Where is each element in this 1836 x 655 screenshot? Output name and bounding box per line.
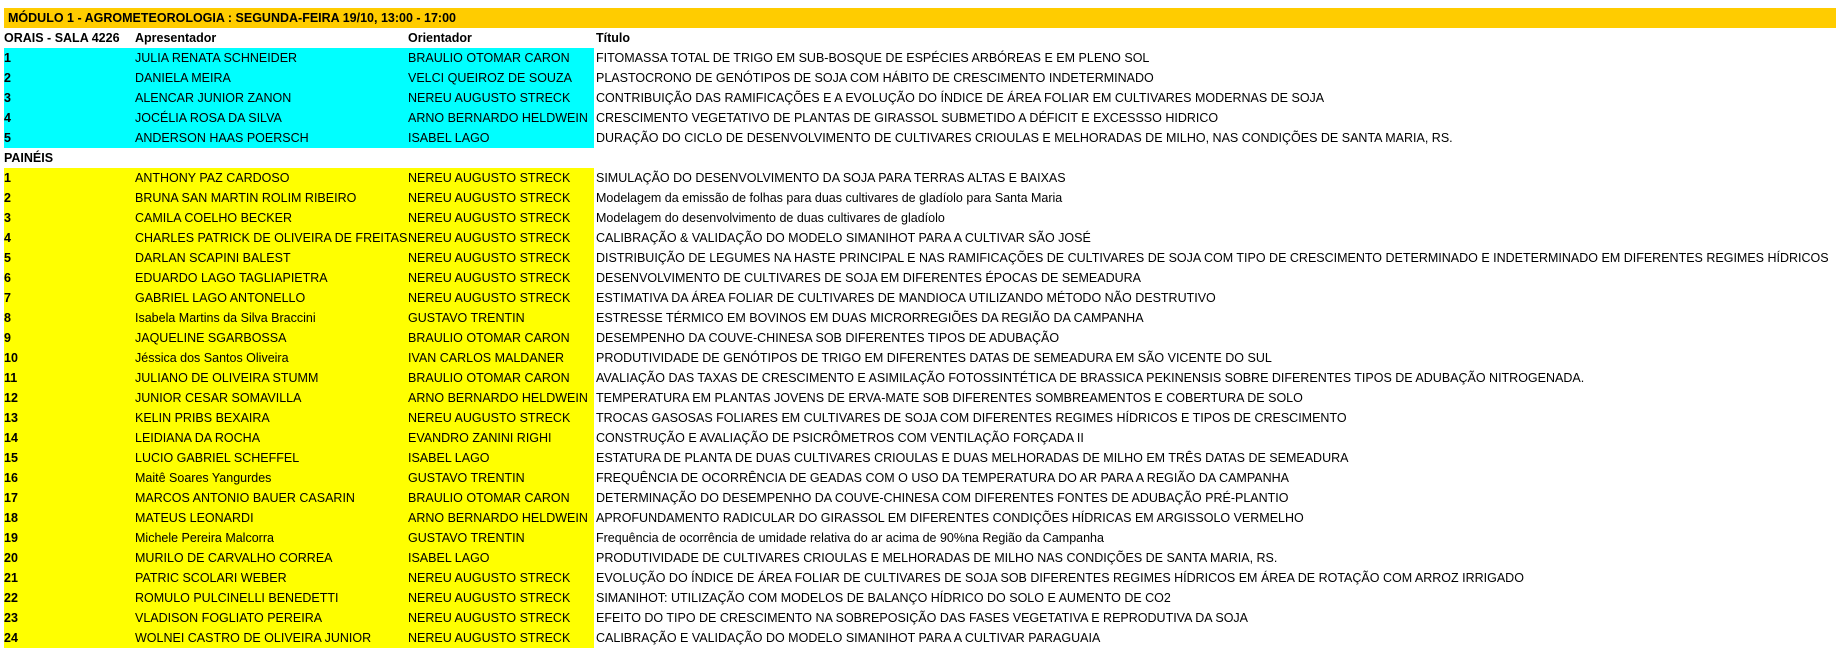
presenter-name: VLADISON FOGLIATO PEREIRA: [135, 611, 323, 625]
table-row: [4, 68, 1836, 88]
work-title: CALIBRAÇÃO & VALIDAÇÃO DO MODELO SIMANIHOT PARA A CULTIVAR SÃO JOSÉ: [596, 231, 1091, 245]
advisor-name: NEREU AUGUSTO STRECK: [408, 291, 571, 305]
column-header-row: [4, 28, 1836, 48]
presenter-name: JOCÉLIA ROSA DA SILVA: [135, 111, 282, 125]
table-row: [4, 348, 1836, 368]
entry-number: 10: [4, 351, 18, 365]
advisor-name: BRAULIO OTOMAR CARON: [408, 331, 570, 345]
work-title: TEMPERATURA EM PLANTAS JOVENS DE ERVA-MATE SOB DIFERENTES SOMBREAMENTOS E COBERTURA DE SOLO: [596, 391, 1303, 405]
work-title: CONTRIBUIÇÃO DAS RAMIFICAÇÕES E A EVOLUÇÃO DO ÍNDICE DE ÁREA FOLIAR EM CULTIVARES MODERNAS DE SOJA: [596, 91, 1325, 105]
work-title: CONSTRUÇÃO E AVALIAÇÃO DE PSICRÔMETROS COM VENTILAÇÃO FORÇADA II: [596, 431, 1084, 445]
orais-room-header: ORAIS - SALA 4226: [4, 31, 120, 45]
table-row: [4, 448, 1836, 468]
advisor-name: NEREU AUGUSTO STRECK: [408, 571, 571, 585]
work-title: ESTRESSE TÉRMICO EM BOVINOS EM DUAS MICRORREGIÕES DA REGIÃO DA CAMPANHA: [596, 311, 1144, 325]
presenter-name: ALENCAR JUNIOR ZANON: [135, 91, 292, 105]
entry-number: 5: [4, 131, 11, 145]
work-title: DESENVOLVIMENTO DE CULTIVARES DE SOJA EM DIFERENTES ÉPOCAS DE SEMEADURA: [596, 271, 1142, 285]
work-title: DESEMPENHO DA COUVE-CHINESA SOB DIFERENTES TIPOS DE ADUBAÇÃO: [596, 331, 1060, 345]
entry-number: 2: [4, 71, 11, 85]
work-title: Modelagem do desenvolvimento de duas cultivares de gladíolo: [596, 211, 945, 225]
entry-number: 1: [4, 51, 11, 65]
advisor-name: NEREU AUGUSTO STRECK: [408, 211, 571, 225]
presenter-name: MATEUS LEONARDI: [135, 511, 254, 525]
table-row: [4, 88, 1836, 108]
entry-number: 8: [4, 311, 11, 325]
advisor-name: NEREU AUGUSTO STRECK: [408, 171, 571, 185]
table-row: [4, 508, 1836, 528]
presenter-name: GABRIEL LAGO ANTONELLO: [135, 291, 306, 305]
presenter-name: MURILO DE CARVALHO CORREA: [135, 551, 333, 565]
schedule-sheet: [4, 8, 1836, 648]
table-row: [4, 368, 1836, 388]
work-title: FREQUÊNCIA DE OCORRÊNCIA DE GEADAS COM O USO DA TEMPERATURA DO AR PARA A REGIÃO DA CAMPANHA: [596, 471, 1289, 485]
work-title: ESTIMATIVA DA ÁREA FOLIAR DE CULTIVARES DE MANDIOCA UTILIZANDO MÉTODO NÃO DESTRUTIVO: [596, 291, 1216, 305]
work-title: AVALIAÇÃO DAS TAXAS DE CRESCIMENTO E ASIMILAÇÃO FOTOSSINTÉTICA DE BRASSICA PEKINENSIS SOBRE DIFERENTES TIPOS DE ADUBAÇÃO NITROGENADA.: [596, 371, 1585, 385]
advisor-name: ISABEL LAGO: [408, 451, 490, 465]
advisor-name: NEREU AUGUSTO STRECK: [408, 631, 571, 645]
orais-list: [4, 48, 1836, 148]
entry-number: 24: [4, 631, 18, 645]
entry-number: 1: [4, 171, 11, 185]
presenter-name: ROMULO PULCINELLI BENEDETTI: [135, 591, 339, 605]
advisor-name: NEREU AUGUSTO STRECK: [408, 611, 571, 625]
entry-number: 14: [4, 431, 18, 445]
table-row: [4, 228, 1836, 248]
entry-number: 21: [4, 571, 18, 585]
advisor-name: ARNO BERNARDO HELDWEIN: [408, 511, 588, 525]
presenter-name: MARCOS ANTONIO BAUER CASARIN: [135, 491, 355, 505]
entry-number: 6: [4, 271, 11, 285]
work-title: PRODUTIVIDADE DE CULTIVARES CRIOULAS E MELHORADAS DE MILHO NAS CONDIÇÕES DE SANTA MARIA, RS.: [596, 551, 1278, 565]
entry-number: 7: [4, 291, 11, 305]
presenter-name: Jéssica dos Santos Oliveira: [135, 351, 289, 365]
entry-number: 2: [4, 191, 11, 205]
entry-number: 22: [4, 591, 18, 605]
work-title: ESTATURA DE PLANTA DE DUAS CULTIVARES CRIOULAS E DUAS MELHORADAS DE MILHO EM TRÊS DATAS DE SEMEADURA: [596, 451, 1349, 465]
table-row: [4, 488, 1836, 508]
advisor-name: NEREU AUGUSTO STRECK: [408, 411, 571, 425]
advisor-name: VELCI QUEIROZ DE SOUZA: [408, 71, 572, 85]
module-title: MÓDULO 1 - AGROMETEOROLOGIA : SEGUNDA-FEIRA 19/10, 13:00 - 17:00: [8, 11, 456, 25]
advisor-name: NEREU AUGUSTO STRECK: [408, 591, 571, 605]
work-title: CALIBRAÇÃO E VALIDAÇÃO DO MODELO SIMANIHOT PARA A CULTIVAR PARAGUAIA: [596, 631, 1101, 645]
work-title: DISTRIBUIÇÃO DE LEGUMES NA HASTE PRINCIPAL E NAS RAMIFICAÇÕES DE CULTIVARES DE SOJA COM TIPO DE CRESCIMENTO DETERMINADO E INDETERMINADO EM DIFERENTES REGIMES HÍDRICOS: [596, 251, 1829, 265]
presenter-name: ANDERSON HAAS POERSCH: [135, 131, 309, 145]
work-title: EVOLUÇÃO DO ÍNDICE DE ÁREA FOLIAR DE CULTIVARES DE SOJA SOB DIFERENTES REGIMES HÍDRICOS EM ÁREA DE ROTAÇÃO COM ARROZ IRRIGADO: [596, 571, 1524, 585]
advisor-name: NEREU AUGUSTO STRECK: [408, 91, 571, 105]
presenter-name: Maitê Soares Yangurdes: [135, 471, 272, 485]
table-row: [4, 408, 1836, 428]
entry-number: 19: [4, 531, 18, 545]
entry-number: 9: [4, 331, 11, 345]
table-row: [4, 128, 1836, 148]
entry-number: 11: [4, 371, 18, 385]
table-row: [4, 568, 1836, 588]
work-title: Modelagem da emissão de folhas para duas cultivares de gladíolo para Santa Maria: [596, 191, 1063, 205]
presenter-name: JUNIOR CESAR SOMAVILLA: [135, 391, 302, 405]
entry-number: 20: [4, 551, 18, 565]
presenter-name: WOLNEI CASTRO DE OLIVEIRA JUNIOR: [135, 631, 372, 645]
presenter-name: CHARLES PATRICK DE OLIVEIRA DE FREITAS: [135, 231, 408, 245]
advisor-name: ARNO BERNARDO HELDWEIN: [408, 111, 588, 125]
paineis-label: PAINÉIS: [4, 151, 54, 165]
table-row: [4, 308, 1836, 328]
module-title-row: [4, 8, 1836, 28]
presenter-name: ANTHONY PAZ CARDOSO: [135, 171, 290, 185]
work-title: APROFUNDAMENTO RADICULAR DO GIRASSOL EM DIFERENTES CONDIÇÕES HÍDRICAS EM ARGISSOLO VERMELHO: [596, 511, 1304, 525]
table-row: [4, 468, 1836, 488]
table-row: [4, 168, 1836, 188]
table-row: [4, 208, 1836, 228]
entry-number: 12: [4, 391, 18, 405]
table-row: [4, 188, 1836, 208]
advisor-name: BRAULIO OTOMAR CARON: [408, 371, 570, 385]
presenter-name: PATRIC SCOLARI WEBER: [135, 571, 287, 585]
advisor-name: GUSTAVO TRENTIN: [408, 531, 525, 545]
presenter-name: JULIA RENATA SCHNEIDER: [135, 51, 298, 65]
entry-number: 4: [4, 231, 11, 245]
entry-number: 15: [4, 451, 18, 465]
presenter-name: EDUARDO LAGO TAGLIAPIETRA: [135, 271, 328, 285]
presenter-name: Isabela Martins da Silva Braccini: [135, 311, 316, 325]
table-row: [4, 588, 1836, 608]
presenter-name: JULIANO DE OLIVEIRA STUMM: [135, 371, 319, 385]
presenter-name: DARLAN SCAPINI BALEST: [135, 251, 291, 265]
presenter-name: CAMILA COELHO BECKER: [135, 211, 292, 225]
paineis-section-row: [4, 148, 1836, 168]
work-title: DETERMINAÇÃO DO DESEMPENHO DA COUVE-CHINESA COM DIFERENTES FONTES DE ADUBAÇÃO PRÉ-PLANTIO: [596, 491, 1289, 505]
table-row: [4, 388, 1836, 408]
work-title: CRESCIMENTO VEGETATIVO DE PLANTAS DE GIRASSOL SUBMETIDO A DÉFICIT E EXCESSSO HIDRICO: [596, 111, 1219, 125]
work-title: PRODUTIVIDADE DE GENÓTIPOS DE TRIGO EM DIFERENTES DATAS DE SEMEADURA EM SÃO VICENTE DO SUL: [596, 351, 1272, 365]
advisor-header: Orientador: [408, 31, 472, 45]
work-title: TROCAS GASOSAS FOLIARES EM CULTIVARES DE SOJA COM DIFERENTES REGIMES HÍDRICOS E TIPOS DE CRESCIMENTO: [596, 411, 1347, 425]
entry-number: 17: [4, 491, 18, 505]
advisor-name: EVANDRO ZANINI RIGHI: [408, 431, 552, 445]
advisor-name: BRAULIO OTOMAR CARON: [408, 51, 570, 65]
work-title: DURAÇÃO DO CICLO DE DESENVOLVIMENTO DE CULTIVARES CRIOULAS E MELHORADAS DE MILHO, NAS CONDIÇÕES DE SANTA MARIA, RS.: [596, 131, 1453, 145]
work-title: FITOMASSA TOTAL DE TRIGO EM SUB-BOSQUE DE ESPÉCIES ARBÓREAS E EM PLENO SOL: [596, 51, 1150, 65]
work-title: Frequência de ocorrência de umidade relativa do ar acima de 90%na Região da Campanha: [596, 531, 1104, 545]
presenter-name: BRUNA SAN MARTIN ROLIM RIBEIRO: [135, 191, 357, 205]
table-row: [4, 268, 1836, 288]
advisor-name: ARNO BERNARDO HELDWEIN: [408, 391, 588, 405]
entry-number: 3: [4, 91, 11, 105]
advisor-name: GUSTAVO TRENTIN: [408, 471, 525, 485]
table-row: [4, 608, 1836, 628]
presenter-name: JAQUELINE SGARBOSSA: [135, 331, 287, 345]
table-row: [4, 248, 1836, 268]
presenter-name: Michele Pereira Malcorra: [135, 531, 274, 545]
table-row: [4, 328, 1836, 348]
presenter-name: DANIELA MEIRA: [135, 71, 231, 85]
advisor-name: NEREU AUGUSTO STRECK: [408, 191, 571, 205]
advisor-name: ISABEL LAGO: [408, 131, 490, 145]
entry-number: 18: [4, 511, 18, 525]
entry-number: 23: [4, 611, 18, 625]
table-row: [4, 288, 1836, 308]
entry-number: 16: [4, 471, 18, 485]
advisor-name: GUSTAVO TRENTIN: [408, 311, 525, 325]
entry-number: 3: [4, 211, 11, 225]
work-title: PLASTOCRONO DE GENÓTIPOS DE SOJA COM HÁBITO DE CRESCIMENTO INDETERMINADO: [596, 71, 1154, 85]
table-row: [4, 48, 1836, 68]
presenter-name: LEIDIANA DA ROCHA: [135, 431, 261, 445]
entry-number: 4: [4, 111, 11, 125]
table-row: [4, 528, 1836, 548]
table-row: [4, 628, 1836, 648]
advisor-name: BRAULIO OTOMAR CARON: [408, 491, 570, 505]
entry-number: 13: [4, 411, 18, 425]
advisor-name: NEREU AUGUSTO STRECK: [408, 251, 571, 265]
presenter-name: KELIN PRIBS BEXAIRA: [135, 411, 270, 425]
advisor-name: NEREU AUGUSTO STRECK: [408, 231, 571, 245]
work-title: EFEITO DO TIPO DE CRESCIMENTO NA SOBREPOSIÇÃO DAS FASES VEGETATIVA E REPRODUTIVA DA SOJA: [596, 611, 1249, 625]
title-header: Título: [596, 31, 631, 45]
advisor-name: ISABEL LAGO: [408, 551, 490, 565]
paineis-list: [4, 168, 1836, 648]
presenter-header: Apresentador: [135, 31, 217, 45]
table-row: [4, 548, 1836, 568]
work-title: SIMULAÇÃO DO DESENVOLVIMENTO DA SOJA PARA TERRAS ALTAS E BAIXAS: [596, 171, 1066, 185]
advisor-name: IVAN CARLOS MALDANER: [408, 351, 565, 365]
presenter-name: LUCIO GABRIEL SCHEFFEL: [135, 451, 300, 465]
table-row: [4, 108, 1836, 128]
work-title: SIMANIHOT: UTILIZAÇÃO COM MODELOS DE BALANÇO HÍDRICO DO SOLO E AUMENTO DE CO2: [596, 591, 1171, 605]
entry-number: 5: [4, 251, 11, 265]
table-row: [4, 428, 1836, 448]
advisor-name: NEREU AUGUSTO STRECK: [408, 271, 571, 285]
